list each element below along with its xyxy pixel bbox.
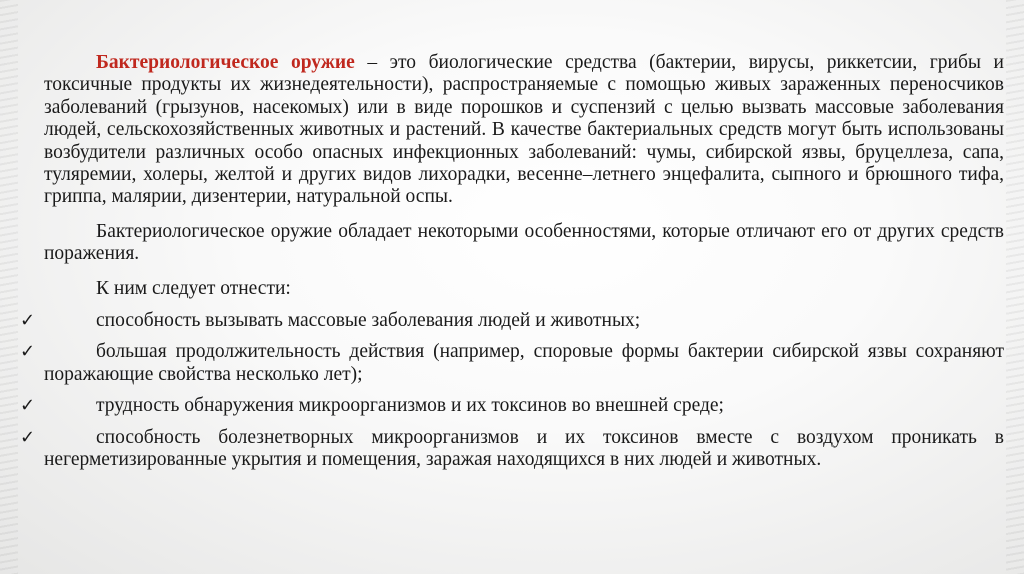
list-item bbox=[20, 310, 1004, 332]
list-item bbox=[20, 341, 1004, 386]
left-edge-texture bbox=[0, 0, 18, 574]
list-item-text: способность вызывать массовые заболевания людей и животных; bbox=[96, 310, 641, 332]
list-item-text: трудность обнаружения микроорганизмов и их токсинов во внешней среде; bbox=[96, 395, 724, 417]
features-paragraph bbox=[44, 221, 1004, 266]
features-text: Бактериологическое оружие обладает некоторыми особенностями, которые отличают его от других средств поражения. bbox=[44, 220, 1004, 265]
definition-paragraph bbox=[44, 52, 1004, 209]
checkmark-icon: ✓ bbox=[20, 310, 36, 332]
right-edge-texture bbox=[1006, 0, 1024, 574]
list-item bbox=[20, 426, 1004, 472]
list-item-text: способность болезнетворных микроорганизмов и их токсинов вместе с воздухом проникать в негерметизированные укрытия и помещения, заражая находящихся в них людей и животных. bbox=[44, 426, 1004, 471]
checkmark-icon: ✓ bbox=[20, 395, 36, 417]
definition-text: – это биологические средства (бактерии, вирусы, риккетсии, грибы и токсичные продукты их жизнедеятельности), распространяемые с помощью живых зараженных переносчиков заболеваний (грызунов, насекомых) или в виде порошков и суспензий с целью вызвать массовые заболевания людей, сельскохозяйственных животных и растений. В качестве бактериальных средств могут быть использованы возбудители различных особо опасных инфекционных заболеваний: чумы, сибирской язвы, бруцеллеза, сапа, туляремии, холеры, желтой и других видов лихорадки, весенне–летнего энцефалита, сыпного и брюшного тифа, гриппа, малярии, дизентерии, натуральной оспы. bbox=[44, 52, 1004, 208]
list-intro: К ним следует отнести: bbox=[96, 277, 291, 299]
list-item bbox=[20, 395, 1004, 417]
checkmark-icon: ✓ bbox=[20, 341, 36, 363]
list-item-text: большая продолжительность действия (например, споровые формы бактерии сибирской язвы сохраняют поражающие свойства несколько лет); bbox=[44, 341, 1004, 385]
term-highlight: Бактериологическое оружие bbox=[96, 52, 355, 73]
slide-content bbox=[20, 52, 1004, 481]
checkmark-icon: ✓ bbox=[20, 426, 36, 448]
features-list bbox=[20, 310, 1004, 471]
